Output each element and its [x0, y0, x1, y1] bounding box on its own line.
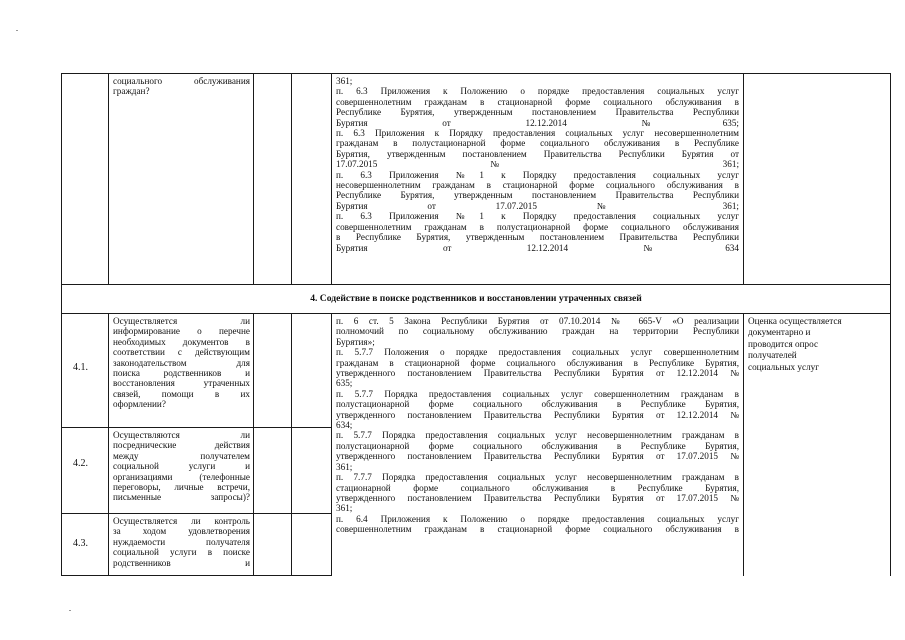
text-line: утвержденного постановлением Правительства Республики Бурятия от 12.12.2014 №: [336, 409, 739, 420]
text-line: получателей: [748, 350, 797, 361]
text-line: п. 6.3 Приложения к Положению о порядке предоставления социальных услуг: [336, 86, 739, 97]
text-line: информирование о перечне: [113, 326, 250, 337]
col-border-6b: [743, 313, 744, 576]
text-line: в Республике Бурятия, утвержденным постановлением Правительства Республики: [336, 232, 739, 243]
text-line: п. 6.3 Приложения №1 к Порядку предоставления социальных услуг: [336, 211, 739, 222]
text-line: п. 6.3 Приложения к Порядку предоставления социальных услуг несовершеннолетним: [336, 128, 739, 139]
refs-cell-section-4: [336, 316, 739, 535]
question-cell-4-1: [113, 316, 250, 410]
col-border-3b: [253, 313, 254, 576]
text-line: Бурятия, утвержденным постановлением Правительства Республики Бурятия от: [336, 148, 739, 159]
text-line: социальной услуги и: [113, 461, 250, 472]
text-line: документарно и: [748, 327, 811, 338]
text-line: п. 5.7.7 Порядка предоставления социальных услуг несовершеннолетним гражданам в: [336, 430, 739, 441]
col-border-5b: [331, 313, 332, 576]
text-line: 17.07.2015 № 361;: [336, 159, 739, 170]
text-line: несовершеннолетним гражданам в стационарной форме социального обслуживания в: [336, 180, 739, 191]
col-border-5: [331, 73, 332, 285]
text-line: переговоры, личные встречи,: [113, 482, 250, 493]
text-line: совершеннолетним гражданам в стационарной форме социального обслуживания в: [336, 524, 739, 535]
text-line: за ходом удовлетворения: [113, 526, 250, 537]
text-line: поиска родственников и: [113, 368, 250, 379]
text-line: Бурятия от 12.12.2014 №635;: [336, 117, 739, 128]
col-border-7b: [890, 313, 891, 576]
text-line: п. 6.4 Приложения к Положению о порядке предоставления социальных услуг: [336, 513, 739, 524]
text-line: социальной услуги в поиске: [113, 547, 250, 558]
text-line: п. 5.7.7 Положения о порядке предоставления социальных услуг совершеннолетним: [336, 347, 739, 358]
row-number-4-1: 4.1.: [73, 362, 88, 373]
text-line: утвержденного постановлением Правительства Республики Бурятия от 17.07.2015 №: [336, 492, 739, 503]
text-line: между получателем: [113, 450, 250, 461]
text-line: 635;: [336, 378, 353, 389]
text-line: п. 6.3 Приложения №1 к Порядку предоставления социальных услуг: [336, 169, 739, 180]
col-border-3: [253, 73, 254, 285]
text-line: п. 6 ст. 5 Закона Республики Бурятия от 07.10.2014 № 665-V «О реализации: [336, 316, 739, 326]
text-line: Республике Бурятия, утвержденным постановлением Правительства Республики: [336, 107, 739, 118]
col-border-2b: [108, 313, 109, 576]
text-line: необходимых документов в: [113, 336, 250, 347]
refs-cell-prev: [336, 76, 739, 253]
text-line: проводится опрос: [748, 338, 819, 349]
text-line: утвержденного постановлением Правительства Республики Бурятия от 17.07.2015 №: [336, 451, 739, 462]
section-row-top: [61, 284, 891, 285]
scan-speck: [69, 610, 71, 611]
text-line: п. 5.7.7 Порядка предоставления социальных услуг совершеннолетним гражданам в: [336, 388, 739, 399]
question-cell-prev: [113, 76, 250, 97]
text-line: Оценка осуществляется: [748, 316, 842, 326]
col-border-4b: [291, 313, 292, 576]
text-line: оформлении?: [113, 399, 166, 410]
col-border-1b: [61, 313, 62, 576]
text-line: совершеннолетним гражданам в полустационарной форме социального обслуживания: [336, 221, 739, 232]
text-line: 361;: [336, 76, 353, 86]
text-line: социального обслуживания: [113, 76, 250, 86]
assessment-note-cell: [748, 316, 888, 373]
text-line: письменные запросы)?: [113, 492, 250, 503]
text-line: гражданам в полустационарной форме социального обслуживания в Республике: [336, 138, 739, 149]
text-line: Республике Бурятия, утвержденным постановлением Правительства Республики: [336, 190, 739, 201]
section-row-bottom: [61, 313, 891, 314]
scan-speck: [16, 30, 18, 31]
text-line: организациями (телефонные: [113, 471, 250, 482]
text-line: родственников и: [113, 557, 250, 568]
section-border-right: [890, 284, 891, 314]
text-line: Осуществляется ли контроль: [113, 516, 250, 526]
text-line: 361;: [336, 503, 353, 514]
text-line: законодательством для: [113, 357, 250, 368]
text-line: нуждаемости получателя: [113, 536, 250, 547]
col-border-6: [743, 73, 744, 285]
text-line: Бурятия»;: [336, 336, 375, 347]
text-line: утвержденного постановлением Правительства Республики Бурятия от 12.12.2014 №: [336, 368, 739, 379]
col-border-4: [291, 73, 292, 285]
text-line: п. 7.7.7 Порядка предоставления социальных услуг несовершеннолетним гражданам в: [336, 472, 739, 483]
col-border-2: [108, 73, 109, 285]
text-line: посреднические действия: [113, 440, 250, 451]
question-cell-4-2: [113, 430, 250, 503]
text-line: Осуществляются ли: [113, 430, 250, 440]
text-line: социальных услуг: [748, 361, 820, 372]
text-line: гражданам в стационарной форме социального обслуживания в Республике Бурятия,: [336, 357, 739, 368]
col-border-1: [61, 73, 62, 285]
text-line: восстановления утраченных: [113, 378, 250, 389]
text-line: соответствии с действующим: [113, 347, 250, 358]
text-line: Бурятия от 17.07.2015 № 361;: [336, 200, 739, 211]
text-line: стационарной форме социального обслуживания в Республике Бурятия,: [336, 482, 739, 493]
text-line: полномочий по социальному обслуживанию граждан на территории Республики: [336, 326, 739, 337]
text-line: граждан?: [113, 86, 150, 97]
text-line: Осуществляется ли: [113, 316, 250, 326]
row-number-4-2: 4.2.: [73, 458, 88, 469]
col-border-7: [890, 73, 891, 285]
text-line: связей, помощи в их: [113, 388, 250, 399]
text-line: полустационарной форме социального обслуживания в Республике Бурятия,: [336, 399, 739, 410]
table-border-top: [61, 73, 891, 74]
row-number-4-3: 4.3.: [73, 538, 88, 549]
text-line: совершеннолетним гражданам в стационарной форме социального обслуживания в: [336, 96, 739, 107]
text-line: 361;: [336, 461, 353, 472]
text-line: Бурятия от 12.12.2014 №634: [336, 242, 739, 253]
text-line: 634;: [336, 420, 353, 431]
text-line: полустационарной форме социального обслуживания в Республике Бурятия,: [336, 440, 739, 451]
question-cell-4-3: [113, 516, 250, 568]
section-title: 4. Содействие в поиске родственников и восстановлении утраченных связей: [310, 293, 642, 304]
